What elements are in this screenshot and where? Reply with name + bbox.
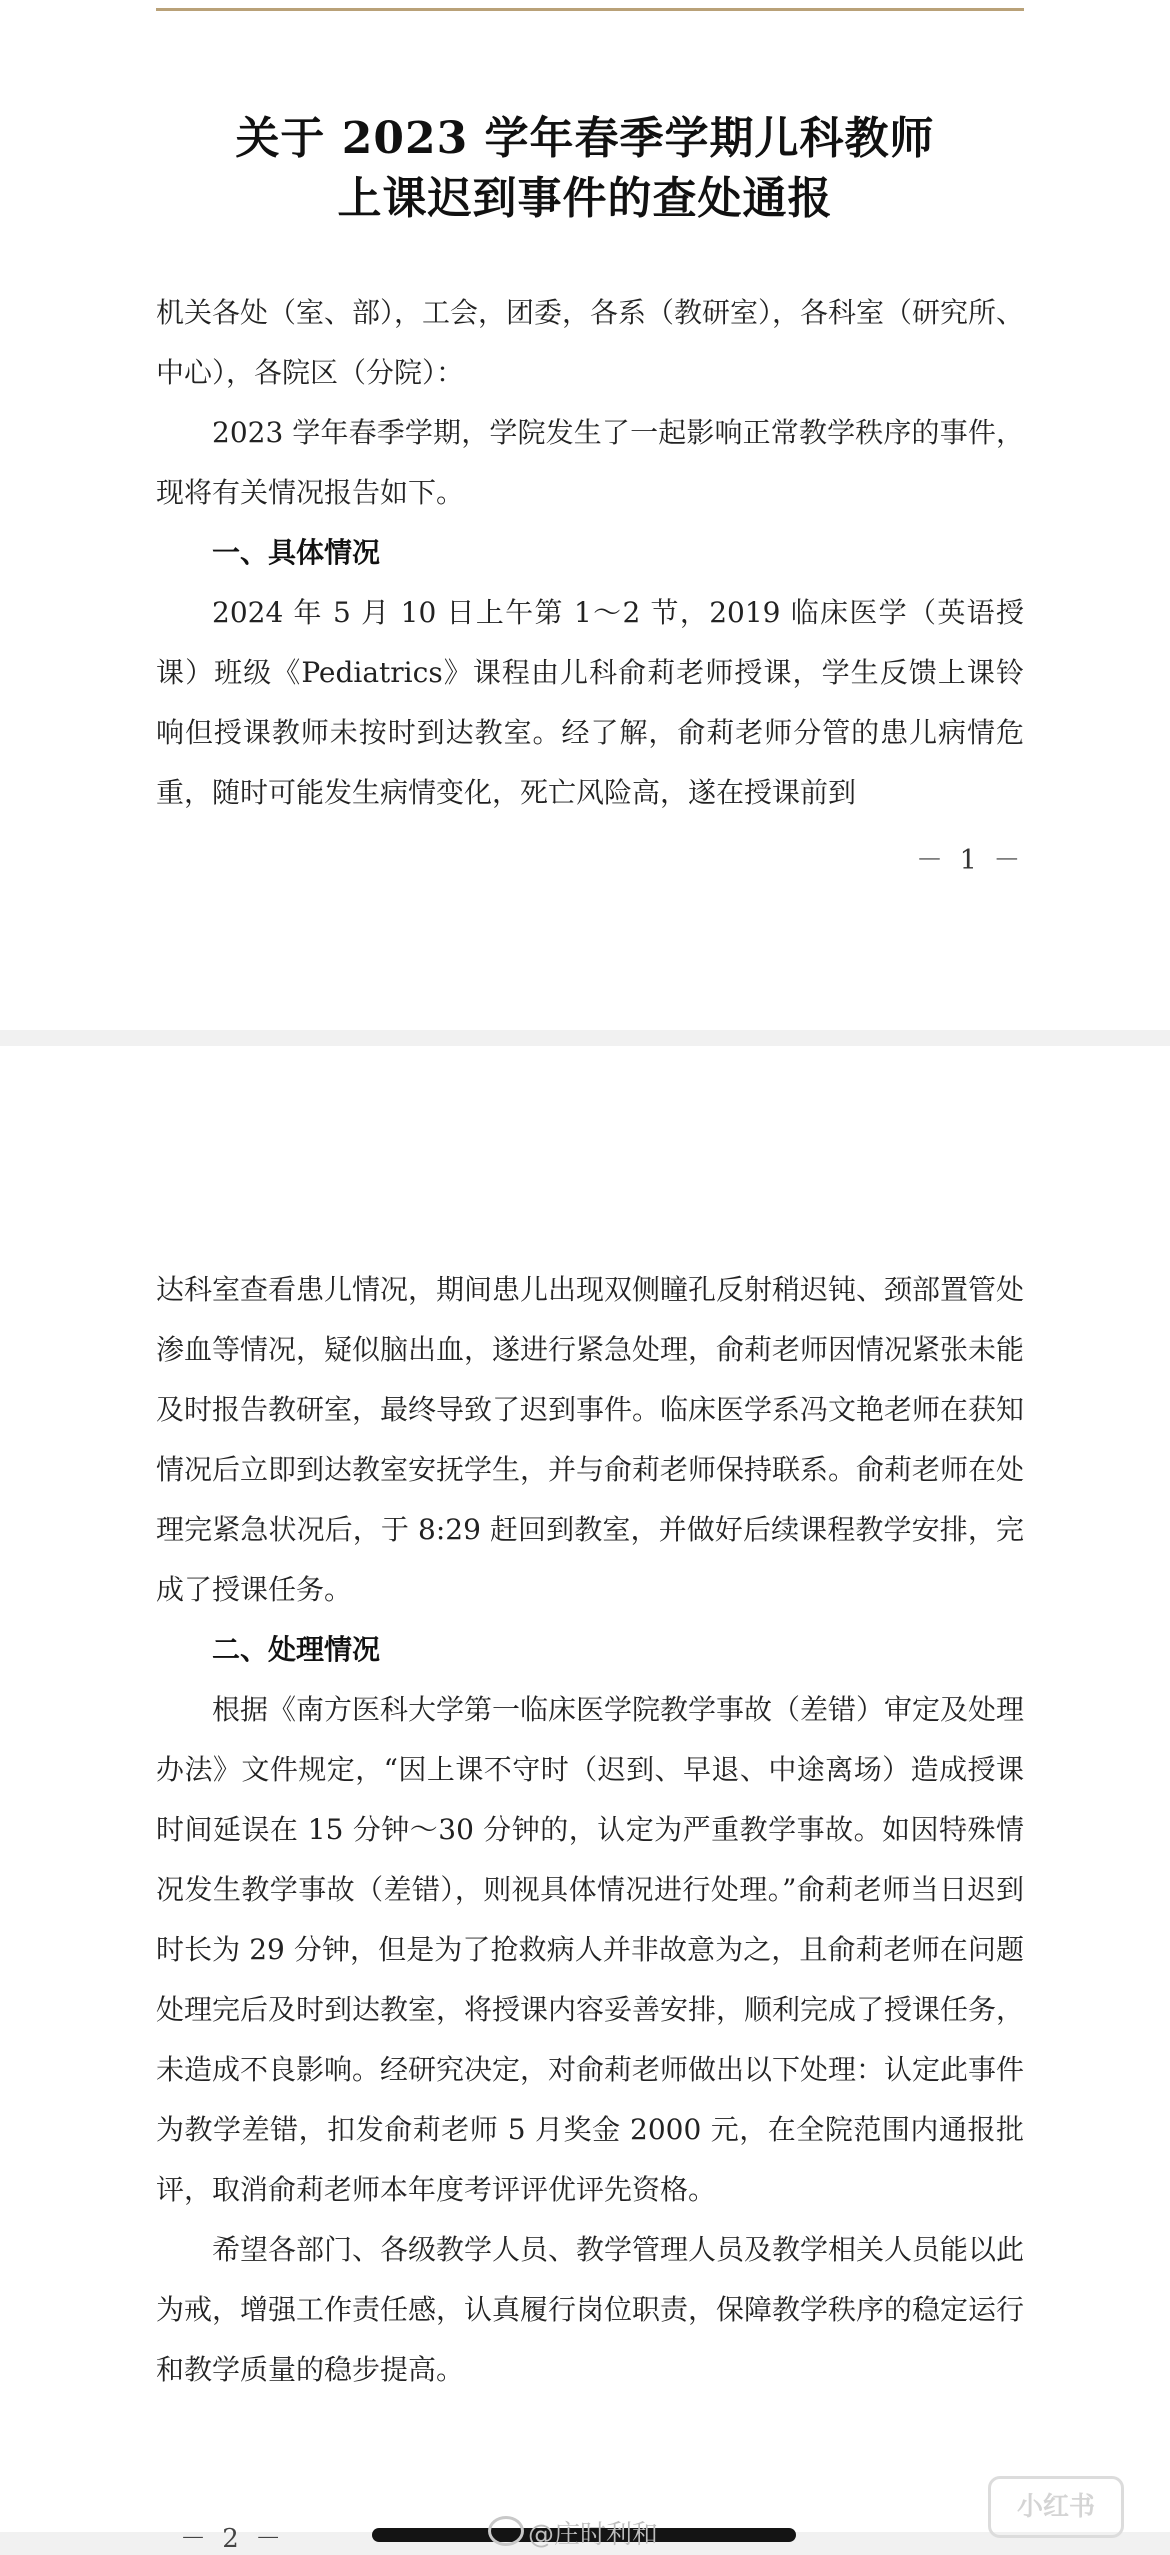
weibo-icon: [488, 2516, 524, 2546]
details-continued-paragraph: 达科室查看患儿情况，期间患儿出现双侧瞳孔反射稍迟钝、颈部置管处渗血等情况，疑似脑出血，遂进行紧急处理，俞莉老师因情况紧张未能及时报告教研室，最终导致了迟到事件。临床医学系冯文艳老师在获知情况后立即到达教室安抚学生，并与俞莉老师保持联系。俞莉老师在处理完紧急状况后，于 8:29 赶回到教室，并做好后续课程教学安排，完成了授课任务。: [156, 1273, 1025, 1606]
document-page-1: [0, 0, 1170, 1030]
page-2-body: [156, 1260, 1024, 2400]
salutation: 机关各处（室、部），工会，团委，各系（教研室），各科室（研究所、中心），各院区（分院）：: [156, 296, 1025, 389]
xiaohongshu-watermark-logo: 小红书: [988, 2476, 1124, 2538]
details-paragraph: 2024 年 5 月 10 日上午第 1～2 节，2019 临床医学（英语授课）班级《Pediatrics》课程由儿科俞莉老师授课，学生反馈上课铃响但授课教师未按时到达教室。经了解，俞莉老师分管的患儿病情危重，随时可能发生病情变化，死亡风险高，遂在授课前到: [156, 596, 1024, 809]
notice-title-line-2: 上课迟到事件的查处通报: [337, 173, 833, 224]
section-heading-handling: 二、处理情况: [212, 1633, 381, 1666]
header-rule: [156, 8, 1024, 11]
notice-title-line-1: 关于 2023 学年春季学期儿科教师: [235, 113, 935, 164]
source-handle: @庄时利和: [528, 2520, 659, 2550]
page-number-1: － 1 －: [916, 845, 1025, 876]
intro-paragraph: 2023 学年春季学期，学院发生了一起影响正常教学秩序的事件，现将有关情况报告如下。: [156, 416, 1024, 509]
document-page-2: [0, 1046, 1170, 2554]
page-number-2: － 2 －: [180, 2524, 286, 2554]
closing-paragraph: 希望各部门、各级教学人员、教学管理人员及教学相关人员能以此为戒，增强工作责任感，认真履行岗位职责，保障教学秩序的稳定运行和教学质量的稳步提高。: [156, 2233, 1025, 2386]
section-heading-details: 一、具体情况: [212, 536, 381, 569]
handling-paragraph: 根据《南方医科大学第一临床医学院教学事故（差错）审定及处理办法》文件规定，“因上课不守时（迟到、早退、中途离场）造成授课时间延误在 15 分钟～30 分钟的，认定为严重教学事故。如因特殊情况发生教学事故（差错），则视具体情况进行处理。”俞莉老师当日迟到时长为 29 分钟，但是为了抢救病人并非故意为之，且俞莉老师在问题处理完后及时到达教室，将授课内容妥善安排，顺利完成了授课任务，未造成不良影响。经研究决定，对俞莉老师做出以下处理：认定此事件为教学差错，扣发俞莉老师 5 月奖金 2000 元，在全院范围内通报批评，取消俞莉老师本年度考评评优评先资格。: [156, 1693, 1025, 2206]
page-1-body: [156, 283, 1024, 823]
